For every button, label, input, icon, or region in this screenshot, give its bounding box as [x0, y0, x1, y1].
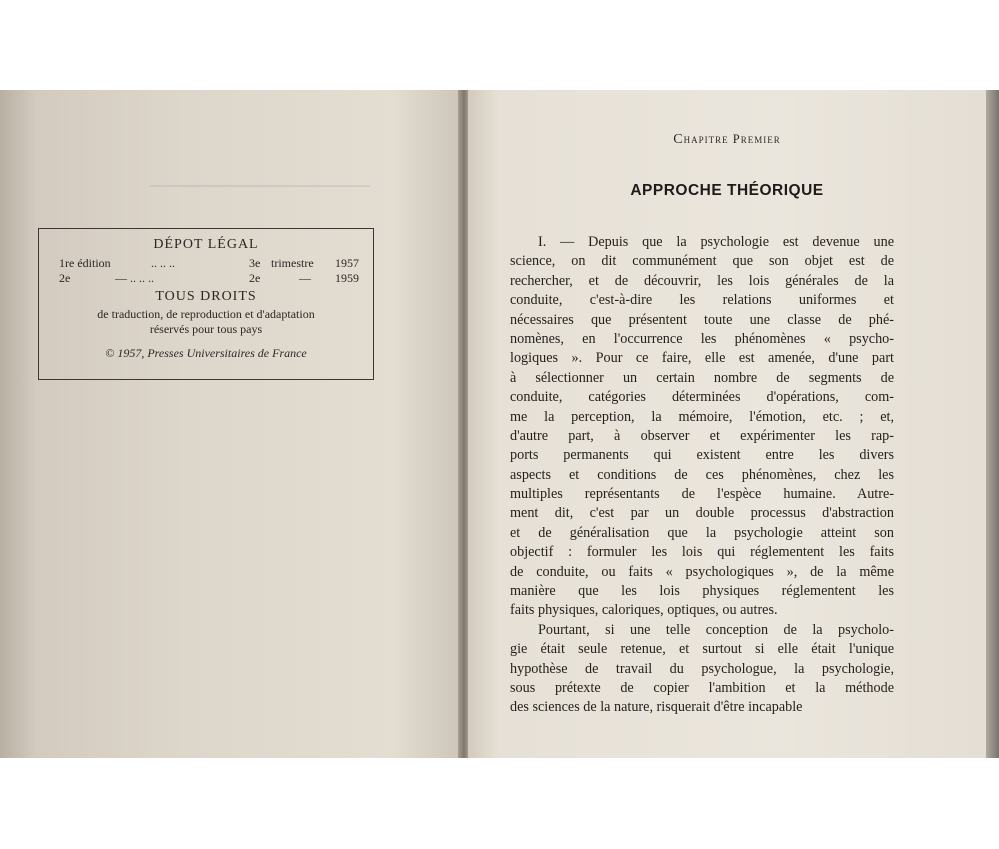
text-line: I. — Depuis que la psychologie est devenue une: [538, 234, 894, 250]
text-line: ment dit, c'est par un double processus d'abstraction: [510, 505, 894, 522]
text-line: Pourtant, si une telle conception de la psycholo-: [538, 621, 894, 638]
text-line: ports permanents qui existent entre les divers: [510, 447, 894, 464]
text-line: hypothèse de travail du psychologue, la psychologie,: [510, 660, 894, 677]
legal-deposit-heading: DÉPOT LÉGAL: [153, 237, 259, 252]
text-line: d'autre part, à observer et expérimenter les rap-: [510, 427, 894, 444]
rights-title: TOUS DROITS: [155, 289, 257, 304]
text-line: et de généralisation que la psychologie atteint son: [510, 524, 894, 541]
text-line: gie était seule retenue, et surtout si elle était l'unique: [510, 641, 894, 658]
chapter-label: Chapitre Premier: [673, 132, 781, 147]
text-line: à sélectionner un certain nombre de segments de: [510, 369, 894, 386]
text-line: objectif : formuler les lois qui réglementent les faits: [510, 544, 894, 561]
text-line: me la perception, la mémoire, l'émotion, etc. ; et,: [510, 408, 894, 425]
text-line: manière que les lois physiques réglementent les: [510, 583, 894, 600]
left-page: [0, 90, 462, 758]
text-line: conduite, c'est-à-dire les relations uniformes et: [510, 292, 894, 309]
text-line: logiques ». Pour ce faire, elle est amenée, d'une part: [510, 350, 894, 367]
text-line: conduite, catégories déterminées d'opérations, com-: [510, 389, 894, 406]
text-line: nécessaires que présentent toute une classe de phé-: [510, 311, 894, 328]
page-edge: [986, 90, 999, 758]
copyright-line: © 1957, Presses Universitaires de France: [105, 346, 307, 360]
chapter-body: [510, 233, 894, 718]
edition-row-2: 2e — .. .. .. 2e — 1959: [59, 271, 359, 285]
text-line: faits physiques, caloriques, optiques, ou autres.: [510, 602, 778, 619]
edition-row-1: 1re édition .. .. .. 3e trimestre 1957: [59, 256, 359, 270]
chapter-title: APPROCHE THÉORIQUE: [630, 182, 824, 199]
open-book: [0, 90, 999, 758]
chapter-label-text: hapitre Premier: [683, 132, 781, 146]
text-line: aspects et conditions de ces phénomènes, chez les: [510, 466, 894, 483]
legal-deposit-box: [38, 228, 374, 380]
text-line: sous prétexte de copier l'ambition et la méthode: [510, 679, 894, 696]
rights-line-2: réservés pour tous pays: [149, 322, 263, 336]
text-line: de conduite, ou faits « psychologiques », de la même: [510, 563, 894, 580]
text-line: des sciences de la nature, risquerait d'être incapable: [510, 699, 803, 716]
rights-line-1: de traduction, de reproduction et d'adaptation: [97, 307, 315, 321]
text-line: multiples représentants de l'espèce humaine. Autre-: [510, 486, 894, 503]
text-line: nomènes, en l'occurrence les phénomènes « psycho-: [510, 330, 894, 347]
text-line: rechercher, et de découvrir, les lois générales de la: [510, 272, 894, 289]
text-line: science, on dit communément que son objet est de: [510, 253, 894, 270]
